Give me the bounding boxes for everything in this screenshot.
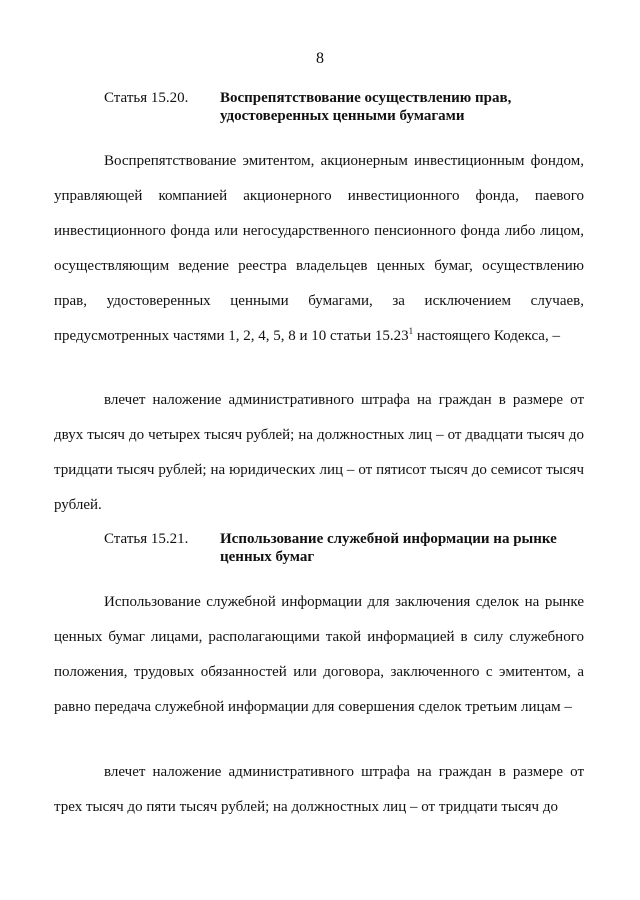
article-title: Воспрепятствование осуществлению прав, удостоверенных ценными бумагами xyxy=(220,90,512,124)
article-15-21-sanction: влечет наложение административного штрафа на граждан в размере от трех тысяч до пяти тысяч рублей; на должностных лиц – от тридцати тысяч до xyxy=(54,764,584,815)
article-title: Использование служебной информации на рынке ценных бумаг xyxy=(220,531,557,565)
page-number: 8 xyxy=(316,50,324,67)
article-number: Статья 15.20. xyxy=(104,90,189,106)
article-15-20-disposition xyxy=(54,144,584,354)
disposition-text-end: настоящего Кодекса, – xyxy=(413,328,560,344)
article-number: Статья 15.21. xyxy=(104,531,189,547)
article-15-21-disposition: Использование служебной информации для заключения сделок на рынке ценных бумаг лицами, располагающими такой информацией в силу служебного положения, трудовых обязанностей или договора, заключенного с эмитентом, а равно передача служебной информации для совершения сделок третьим лицам – xyxy=(54,594,584,715)
article-15-20-sanction: влечет наложение административного штрафа на граждан в размере от двух тысяч до четырех тысяч рублей; на должностных лиц – от двадцати тысяч до тридцати тысяч рублей; на юридических лиц – от пятисот тысяч до семисот тысяч рублей. xyxy=(54,392,584,513)
footnote-superscript: 1 xyxy=(408,326,414,336)
disposition-text: Воспрепятствование эмитентом, акционерным инвестиционным фондом, управляющей компанией акционерного инвестиционного фонда, паевого инвестиционного фонда или негосударственного пенсионного фонда либо лицом, осуществляющим ведение реестра владельцев ценных бумаг, осуществлению прав, удостоверенных ценными бумагами, за исключением случаев, предусмотренных частями 1, 2, 4, 5, 8 и 10 статьи 15.23 xyxy=(54,153,584,344)
